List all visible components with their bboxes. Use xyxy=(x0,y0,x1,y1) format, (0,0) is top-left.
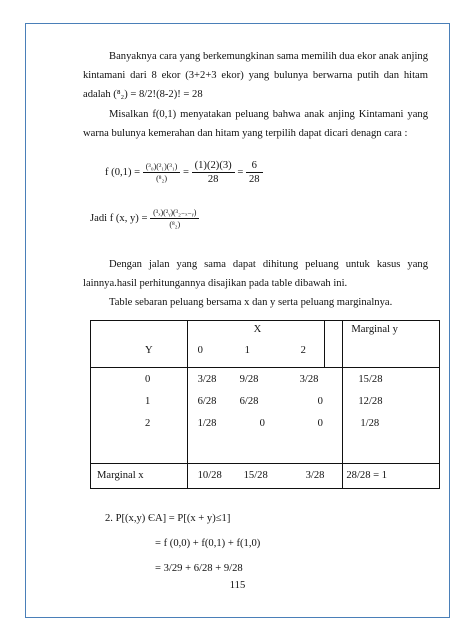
table-caption: Table sebaran peluang bersama x dan y serta peluang marginalnya. xyxy=(109,297,393,308)
marginal-y-2: 1/28 xyxy=(360,418,380,429)
paragraph-other-cases: Dengan jalan yang sama dapat dihitung peluang untuk kasus yang lainnya.hasil perhitungannya disajikan pada table dibawah ini. xyxy=(83,259,428,289)
marginal-y-header-cell xyxy=(343,321,440,368)
x-header-gap-cell xyxy=(324,321,343,368)
formula-f01-result-fraction xyxy=(246,160,263,185)
marginal-x-0: 10/28 xyxy=(197,470,222,481)
formula-fxy-lhs: Jadi f (x, y) = xyxy=(90,212,148,224)
y-value-2: 2 xyxy=(145,418,151,429)
formula-f01-eq2: = xyxy=(237,166,244,178)
formula-f01-res-den: 28 xyxy=(248,174,260,185)
y-header: Y xyxy=(145,345,153,356)
paragraph-definition: Misalkan f(0,1) menyatakan peluang bahwa anak anjing Kintamani yang warna bulunya kemerahan dan hitam yang terpilih dapat dicari denagn cara : xyxy=(83,109,428,139)
cell-0-2: 3/28 xyxy=(299,374,319,385)
cell-1-1: 6/28 xyxy=(239,396,259,407)
marginal-y-0: 15/28 xyxy=(358,374,383,385)
formula-f01 xyxy=(105,160,263,185)
cell-2-1: 0 xyxy=(259,418,265,429)
total: 28/28 = 1 xyxy=(346,470,388,481)
table-marginal-row xyxy=(91,464,440,489)
x-value-2: 2 xyxy=(300,345,306,356)
x-value-0: 0 xyxy=(197,345,203,356)
x-header: X xyxy=(253,324,262,335)
table-header-row xyxy=(91,321,440,368)
page-number: 115 xyxy=(229,580,246,591)
marginal-y-1: 12/28 xyxy=(358,396,383,407)
formula-f01-eq1: = xyxy=(182,166,189,178)
marginal-x-cell xyxy=(187,464,343,489)
marginal-y-cell xyxy=(343,368,440,464)
formula-f01-binom-num: (³₀)(²₁)(³₁) xyxy=(143,162,181,173)
formula-fxy-fraction xyxy=(150,208,199,229)
cell-0-1: 9/28 xyxy=(239,374,259,385)
marginal-x-2: 3/28 xyxy=(305,470,325,481)
joint-probabilities-cell xyxy=(187,368,343,464)
paragraph-combinations: Banyaknya cara yang berkemungkinan sama memilih dua ekor anak anjing kintamani dari 8 ekor (3+2+3 ekor) yang bulunya berwarna putih dan hitam adalah (⁸₂) = 8/2!(8-2)! = 28 xyxy=(83,51,428,100)
cell-2-2: 0 xyxy=(317,418,323,429)
formula-f01-mid-fraction xyxy=(192,160,235,185)
cell-1-2: 0 xyxy=(317,396,323,407)
formula-fxy xyxy=(90,208,199,229)
marginal-x-label: Marginal x xyxy=(97,470,144,481)
formula-f01-binom-den: (⁸₂) xyxy=(156,174,167,183)
cell-2-0: 1/28 xyxy=(197,418,217,429)
y-value-0: 0 xyxy=(145,374,151,385)
y-values-cell xyxy=(91,368,188,464)
item2-line3: = 3/29 + 6/28 + 9/28 xyxy=(155,563,243,574)
formula-f01-res-num: 6 xyxy=(246,160,263,173)
x-value-1: 1 xyxy=(244,345,250,356)
formula-f01-mid-den: 28 xyxy=(207,174,219,185)
y-value-1: 1 xyxy=(145,396,151,407)
marginal-x-label-cell xyxy=(91,464,188,489)
table-body-row xyxy=(91,368,440,464)
total-cell xyxy=(343,464,440,489)
formula-f01-binom-fraction xyxy=(143,162,181,183)
formula-f01-lhs: f (0,1) = xyxy=(105,166,141,178)
cell-0-0: 3/28 xyxy=(197,374,217,385)
y-header-cell xyxy=(91,321,188,368)
item2-line1: 2. P[(x,y) ЄA] = P[(x + y)≤1] xyxy=(105,513,231,524)
marginal-y-header: Marginal y xyxy=(351,324,398,335)
formula-f01-mid-num: (1)(2)(3) xyxy=(192,160,235,173)
probability-table xyxy=(90,320,440,489)
marginal-x-1: 15/28 xyxy=(243,470,268,481)
formula-fxy-num: (³ₓ)(²ᵧ)(³₂₋ₓ₋ᵧ) xyxy=(150,208,199,219)
x-header-cell xyxy=(187,321,324,368)
cell-1-0: 6/28 xyxy=(197,396,217,407)
item2-line2: = f (0,0) + f(0,1) + f(1,0) xyxy=(155,538,261,549)
formula-fxy-den: (⁸₂) xyxy=(169,220,181,229)
